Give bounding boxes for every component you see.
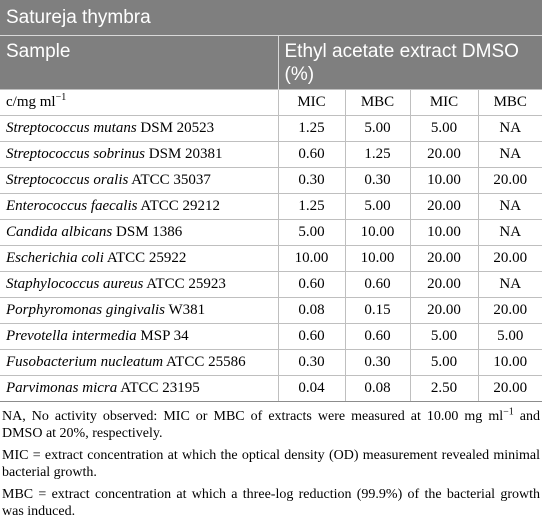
mic-value: 0.60 xyxy=(278,141,345,167)
col-header-mbc: MBC xyxy=(345,89,410,115)
mbc-value: 0.60 xyxy=(345,271,410,297)
header-extract: Ethyl acetate extract DMSO (%) xyxy=(278,36,542,89)
strain-id: ATCC 25586 xyxy=(166,353,246,370)
mic-dmso-value: 20.00 xyxy=(410,193,478,219)
mic-value: 0.30 xyxy=(278,167,345,193)
mic-dmso-value: 20.00 xyxy=(410,245,478,271)
sample-cell xyxy=(0,245,278,271)
table-footnotes xyxy=(0,402,542,520)
mbc-value: 0.30 xyxy=(345,167,410,193)
sample-cell xyxy=(0,297,278,323)
table-row xyxy=(0,193,542,219)
mic-value: 0.60 xyxy=(278,271,345,297)
table-row xyxy=(0,219,542,245)
mbc-dmso-value: NA xyxy=(478,141,542,167)
species-name: Escherichia coli xyxy=(6,249,104,266)
sample-cell xyxy=(0,167,278,193)
table-row xyxy=(0,323,542,349)
strain-id: W381 xyxy=(168,301,206,318)
mic-dmso-value: 5.00 xyxy=(410,115,478,141)
mbc-value: 0.60 xyxy=(345,323,410,349)
mbc-value: 10.00 xyxy=(345,245,410,271)
species-name: Streptococcus oralis xyxy=(6,171,129,188)
unit-label: c/mg $ml^{-1}$ xyxy=(0,89,278,115)
mbc-value: 10.00 xyxy=(345,219,410,245)
unit-row xyxy=(0,89,542,115)
mbc-dmso-value: NA xyxy=(478,115,542,141)
mic-value: 5.00 xyxy=(278,219,345,245)
mic-value: 1.25 xyxy=(278,193,345,219)
mbc-dmso-value: 20.00 xyxy=(478,167,542,193)
sample-cell xyxy=(0,141,278,167)
mic-dmso-value: 20.00 xyxy=(410,271,478,297)
species-name: Candida albicans xyxy=(6,223,113,240)
mbc-value: 0.08 xyxy=(345,375,410,401)
table-row xyxy=(0,167,542,193)
mic-dmso-value: 5.00 xyxy=(410,349,478,375)
sample-cell xyxy=(0,375,278,401)
strain-id: ATCC 23195 xyxy=(120,379,200,396)
mbc-dmso-value: 20.00 xyxy=(478,245,542,271)
mic-value: 1.25 xyxy=(278,115,345,141)
mic-dmso-value: 10.00 xyxy=(410,219,478,245)
footnote-na: NA, No activity observed: MIC or MBC of extracts were measured at 10.00 mg $ml^{-1}$ and DMSO at 20%, respectively. xyxy=(2,405,540,441)
strain-id: DSM 20381 xyxy=(148,145,223,162)
mic-dmso-value: 2.50 xyxy=(410,375,478,401)
data-table xyxy=(0,36,542,402)
mbc-dmso-value: 5.00 xyxy=(478,323,542,349)
strain-id: ATCC 25923 xyxy=(146,275,226,292)
table-title: Satureja thymbra xyxy=(0,0,542,36)
mbc-value: 1.25 xyxy=(345,141,410,167)
strain-id: ATCC 29212 xyxy=(140,197,221,214)
strain-id: DSM 20523 xyxy=(140,119,215,136)
table-row xyxy=(0,245,542,271)
col-header-mbc: MBC xyxy=(478,89,542,115)
mic-value: 0.60 xyxy=(278,323,345,349)
mbc-dmso-value: NA xyxy=(478,193,542,219)
strain-id: ATCC 25922 xyxy=(106,249,187,266)
strain-id: ATCC 35037 xyxy=(131,171,211,188)
mic-value: 10.00 xyxy=(278,245,345,271)
species-name: Streptococcus mutans xyxy=(6,119,137,136)
mbc-value: 5.00 xyxy=(345,193,410,219)
footnote-mic: MIC = extract concentration at which the optical density (OD) measurement revealed minimal bacterial growth. xyxy=(2,447,540,480)
mbc-dmso-value: 10.00 xyxy=(478,349,542,375)
table-row xyxy=(0,375,542,401)
mbc-dmso-value: NA xyxy=(478,271,542,297)
mbc-dmso-value: 20.00 xyxy=(478,375,542,401)
sample-cell xyxy=(0,115,278,141)
mic-value: 0.08 xyxy=(278,297,345,323)
sample-cell xyxy=(0,193,278,219)
sample-cell xyxy=(0,323,278,349)
col-header-mic: MIC xyxy=(278,89,345,115)
table-row xyxy=(0,271,542,297)
sample-cell xyxy=(0,219,278,245)
table-row xyxy=(0,349,542,375)
mic-dmso-value: 10.00 xyxy=(410,167,478,193)
species-name: Porphyromonas gingivalis xyxy=(6,301,166,318)
mbc-dmso-value: 20.00 xyxy=(478,297,542,323)
footnote-mbc: MBC = extract concentration at which a three-log reduction (99.9%) of the bacterial growth was induced. xyxy=(2,486,540,519)
species-name: Enterococcus faecalis xyxy=(6,197,138,214)
mbc-value: 0.15 xyxy=(345,297,410,323)
species-name: Prevotella intermedia xyxy=(6,327,137,344)
mic-value: 0.30 xyxy=(278,349,345,375)
species-name: Fusobacterium nucleatum xyxy=(6,353,164,370)
table-body xyxy=(0,115,542,401)
table-row xyxy=(0,141,542,167)
mbc-value: 0.30 xyxy=(345,349,410,375)
species-name: Staphylococcus aureus xyxy=(6,275,144,292)
mic-dmso-value: 20.00 xyxy=(410,297,478,323)
mic-value: 0.04 xyxy=(278,375,345,401)
mbc-dmso-value: NA xyxy=(478,219,542,245)
sample-cell xyxy=(0,271,278,297)
header-sample: Sample xyxy=(0,36,278,89)
col-header-mic: MIC xyxy=(410,89,478,115)
mic-dmso-value: 5.00 xyxy=(410,323,478,349)
species-name: Streptococcus sobrinus xyxy=(6,145,146,162)
table-row xyxy=(0,297,542,323)
header-row xyxy=(0,36,542,89)
sample-cell xyxy=(0,349,278,375)
species-name: Parvimonas micra xyxy=(6,379,118,396)
mbc-value: 5.00 xyxy=(345,115,410,141)
mic-dmso-value: 20.00 xyxy=(410,141,478,167)
strain-id: DSM 1386 xyxy=(116,223,183,240)
table-row xyxy=(0,115,542,141)
strain-id: MSP 34 xyxy=(140,327,189,344)
